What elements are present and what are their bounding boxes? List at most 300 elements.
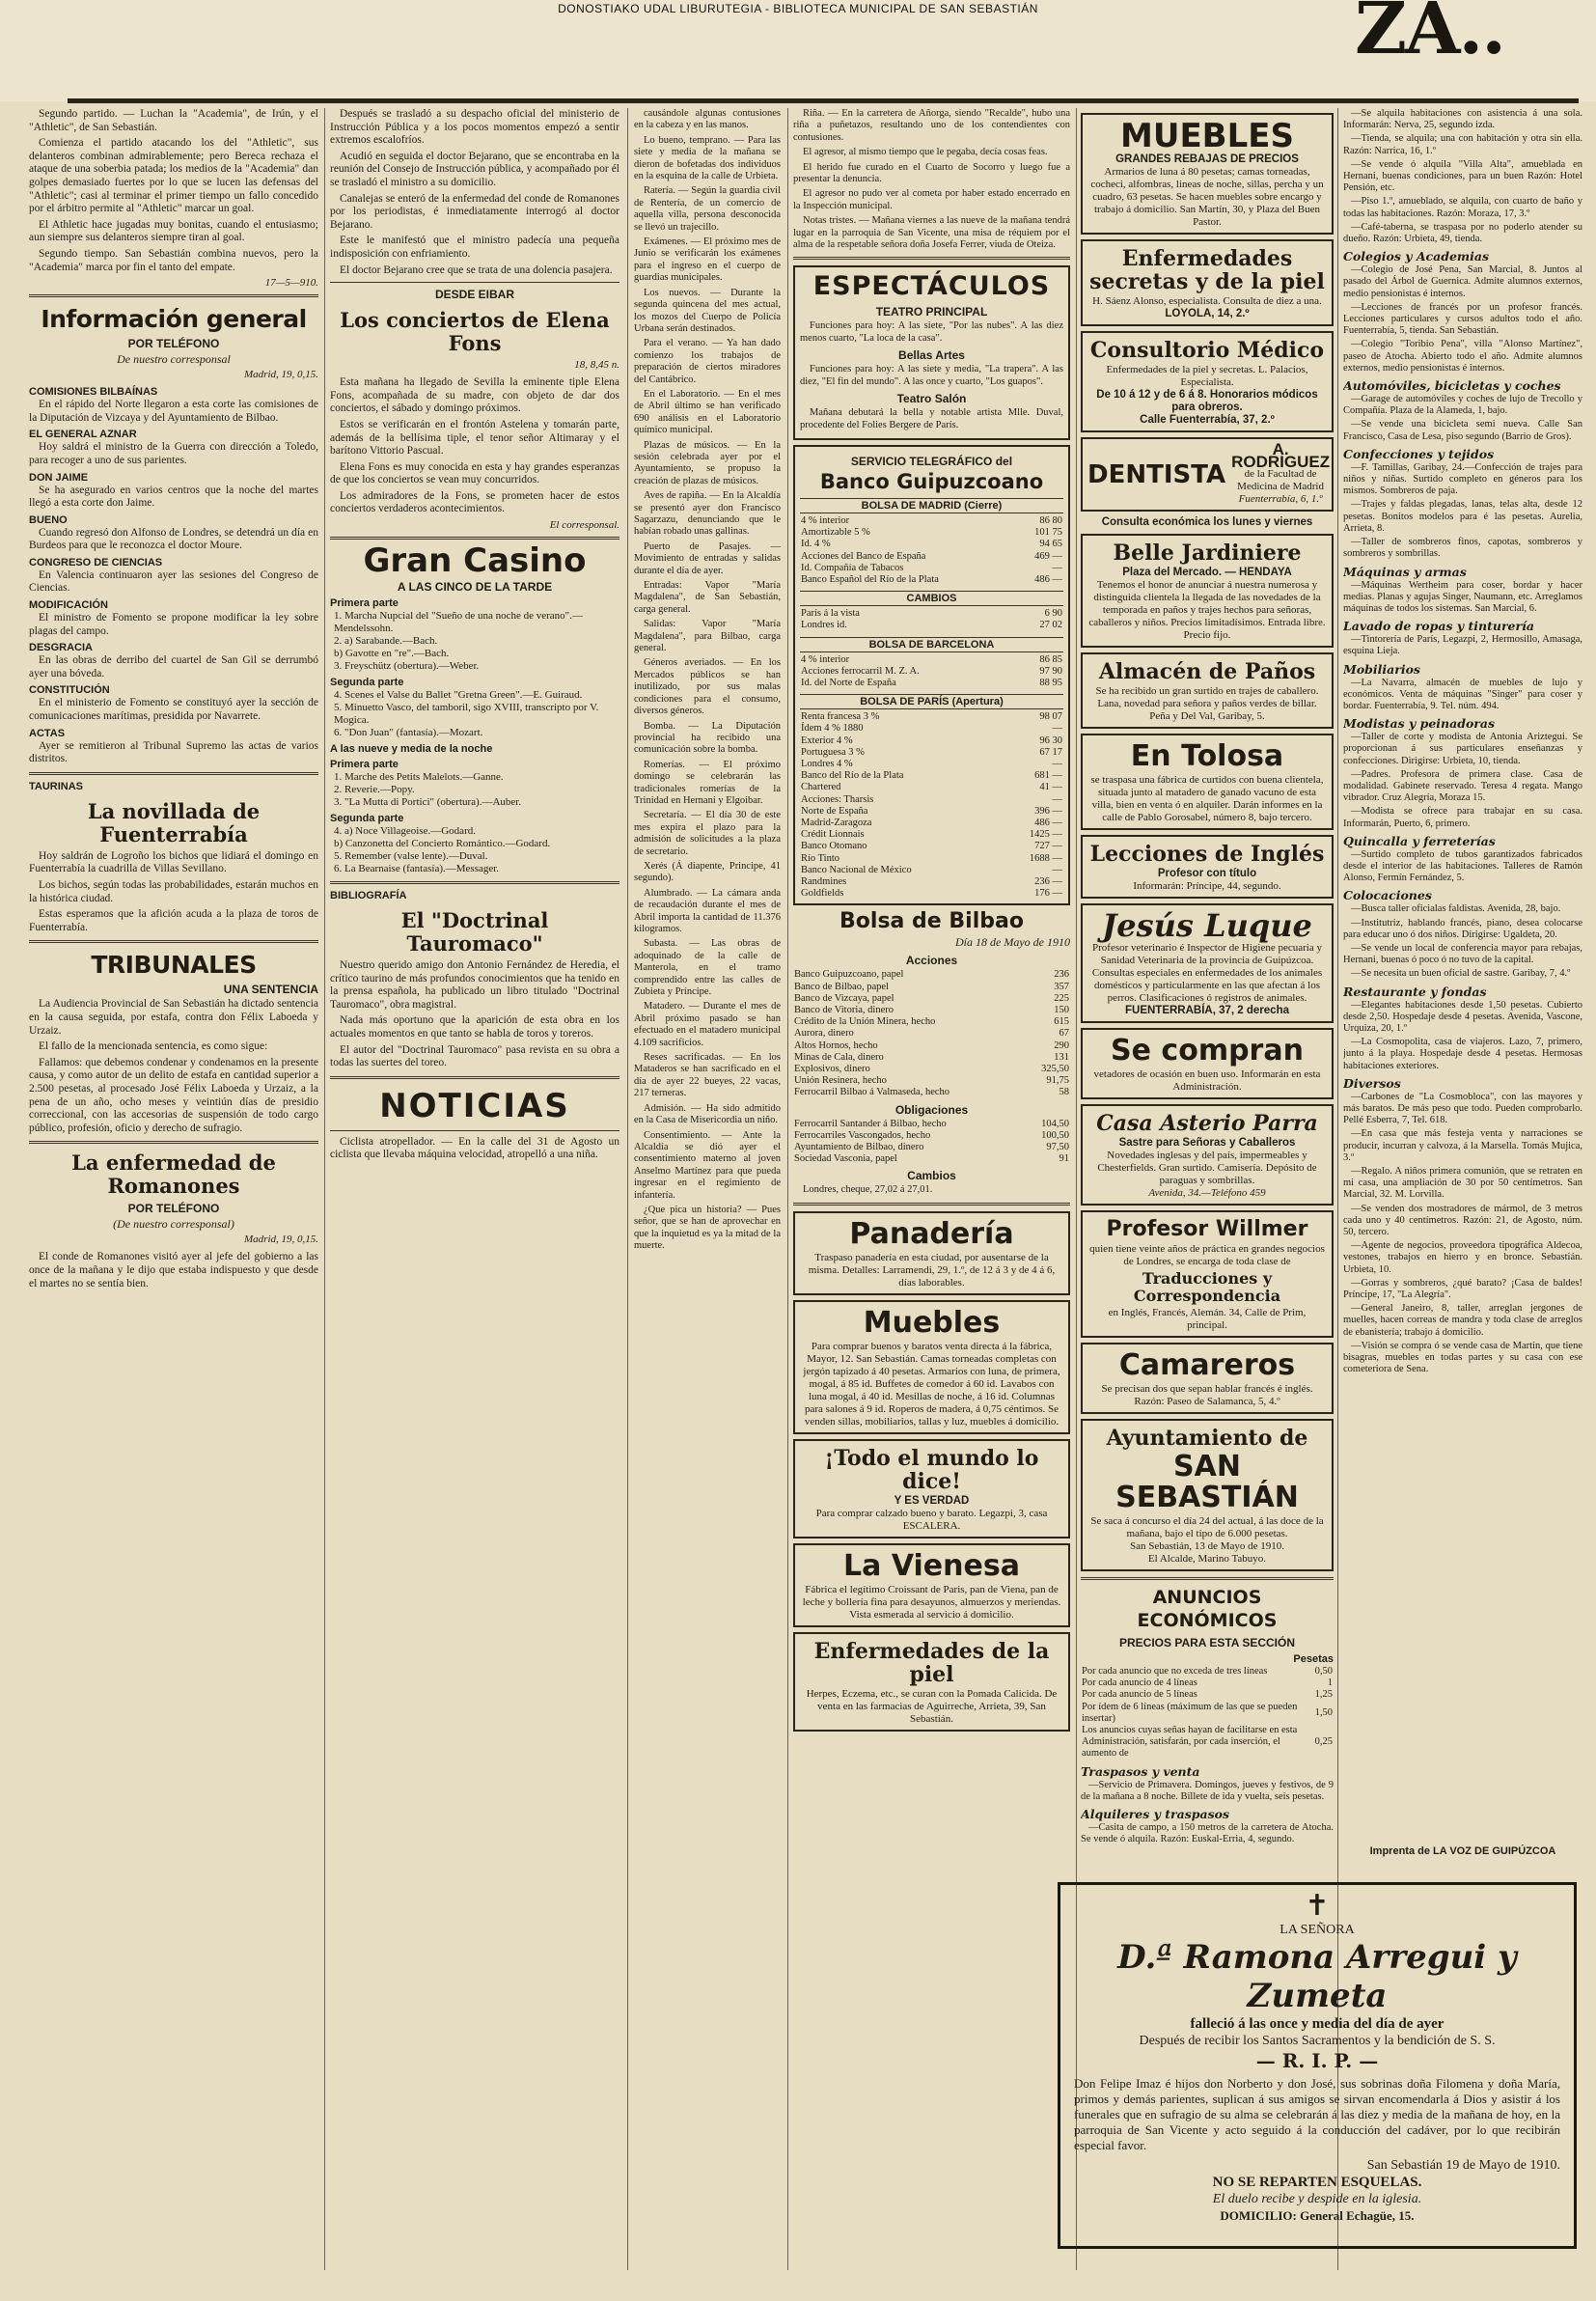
cross-icon: ✝: [1305, 1890, 1330, 1922]
eibar-paragraph: Los admiradores de la Fons, se prometen hacer de estos conciertos verdaderos acontecimientos.: [330, 489, 619, 515]
luque-title: Jesús Luque: [1102, 907, 1312, 944]
local-news-paragraph: Consentimiento. — Ante la Alcaldía se dió ayer el consentimiento materno al joven Anselmo Martínez para que pueda ingresar en el regimiento de infantería.: [634, 1129, 781, 1201]
quote-row: [793, 1087, 1070, 1098]
romanones-heading: La enfermedad de Romanones: [71, 1150, 276, 1199]
quote-row: [800, 574, 1063, 586]
taurinas-heading: La novillada de Fuenterrabía: [87, 798, 261, 846]
telegraph-label: SERVICIO TELEGRÁFICO del: [850, 454, 1013, 468]
asterio-text: Novedades inglesas y del país, impermeables y Chesterfields. Gran surtido. Camisería. Depósito de paraguas y sombrillas.: [1097, 1150, 1317, 1186]
quote-row: [793, 1075, 1070, 1087]
quote-label: Renta francesa 3 %: [801, 711, 880, 723]
mundo-ad: [793, 1439, 1070, 1539]
quote-value: —: [1052, 793, 1062, 805]
classified-item: —Elegantes habitaciones desde 1,50 pesetas. Cubierto desde 2,50. Hospedaje desde 4 pesetas. Avenida, Vascone, Urquiza, 20, 1.º: [1343, 999, 1582, 1034]
tribunales-paragraph: La Audiencia Provincial de San Sebastián ha dictado sentencia en la causa seguida, por estafa, contra don Félix Laboeda y Urzaiz.: [29, 998, 318, 1037]
column-divider: [324, 108, 325, 2270]
quote-value: 6 90: [1044, 608, 1062, 620]
news-item-text: En Valencia continuaron ayer las sesiones del Congreso de Ciencias.: [29, 568, 318, 595]
quote-value: 681 —: [1034, 770, 1062, 782]
muebles-title: MUEBLES: [1120, 117, 1294, 155]
piel2-title: Enfermedades de la piel: [813, 1638, 1050, 1687]
quote-value: 104,50: [1041, 1118, 1069, 1129]
asterio-subtitle: Sastre para Señoras y Caballeros: [1118, 1137, 1296, 1149]
program-item: 1. Marcha Nupcial del "Sueño de una noche de verano".—Mendelssohn.: [334, 610, 583, 635]
classified-item: —Gorras y sombreros, ¿qué barato? ¡Casa de baldes! Príncipe, 17, "La Alegría".: [1343, 1277, 1582, 1301]
quote-label: Exterior 4 %: [801, 735, 853, 746]
muebles2-title: Muebles: [863, 1305, 1001, 1340]
quote-row: [1081, 1725, 1334, 1760]
teatro-principal-label: TEATRO PRINCIPAL: [875, 305, 988, 319]
quote-row: [800, 806, 1063, 818]
noticias-body: [330, 1136, 619, 1162]
quote-value: 131: [1054, 1051, 1069, 1063]
willmer-ad: [1081, 1210, 1334, 1338]
quote-row: [793, 982, 1070, 993]
quote-label: Londres id.: [801, 620, 847, 631]
dentista-consult: Consulta económica los lunes y viernes: [1101, 516, 1313, 528]
divider: [29, 940, 318, 943]
program-item: 3. "La Mutta di Portici" (obertura).—Auber.: [334, 796, 522, 809]
quote-value: 1425 —: [1029, 829, 1062, 841]
taurinas-paragraph: Hoy saldrán de Logroño los bichos que lidiará el domingo en Fuenterrabía la cuadrilla de Villas Sevillano.: [29, 849, 318, 875]
local-news-paragraph: El agresor, al mismo tiempo que le pegaba, decía cosas feas.: [803, 147, 1048, 158]
program-item: 1. Marche des Petits Malelots.—Ganne.: [334, 771, 504, 784]
quote-value: 290: [1054, 1040, 1069, 1051]
quote-value: 88 95: [1039, 677, 1062, 688]
divider: [793, 1203, 1070, 1206]
quote-value: 150: [1054, 1005, 1069, 1015]
compran-text: vetadores de ocasión en buen uso. Informarán en esta Administración.: [1093, 1068, 1321, 1093]
local-news-paragraph: Admisión. — Ha sido admitido en la Casa de Misericordia un niño.: [634, 1102, 781, 1126]
quote-value: 176 —: [1034, 888, 1062, 900]
piel-ad: [793, 1632, 1070, 1732]
classified-item: —La Cosmopolita, casa de viajeros. Lazo, 7, primero, junto á la playa. Hospedaje desde 4 pesetas. Hermosas habitaciones exteriores.: [1343, 1037, 1582, 1071]
column-4: [793, 108, 1070, 2270]
obituary-no-esquelas: NO SE REPARTEN ESQUELAS.: [1212, 2175, 1422, 2190]
quote-value: 1,25: [1314, 1689, 1333, 1701]
column-1: [29, 108, 318, 2270]
news-item-text: Cuando regresó don Alfonso de Londres, se detendrá un día en Burdeos para que le reconozca el doctor Moure.: [29, 526, 318, 552]
quote-label: Madrid-Zaragoza: [801, 817, 872, 828]
traspasos-text: —Servicio de Primavera. Domingos, jueves y festivos, de 9 de la mañana a 8 noche. Billete de ida y vuelta, seis pesetas.: [1081, 1779, 1334, 1802]
paris-heading: BOLSA DE PARÍS (Apertura): [800, 694, 1063, 709]
quote-row: [793, 1153, 1070, 1165]
classified-category: Lavado de ropas y tinturería: [1343, 619, 1534, 634]
quote-label: Randmines: [801, 875, 847, 887]
program-item: 4. Scenes el Valse du Ballet "Gretna Green".—E. Guiraud.: [334, 689, 583, 702]
quote-row: [800, 551, 1063, 563]
classified-item: —Piso 1.º, amueblado, se alquila, con cuarto de baño y todas las habitaciones. Razón: Moraza, 17, 3.º: [1343, 196, 1582, 219]
news-item-text: En las obras de derribo del cuartel de San Gil se derrumbó ayer una bóveda.: [29, 654, 318, 679]
classified-category: Colocaciones: [1343, 888, 1432, 903]
divider: [330, 881, 619, 884]
local-news-paragraph: Puerto de Pasajes. — Movimiento de entradas y salidas durante el día de ayer.: [634, 541, 781, 576]
jardiniere-text: Tenemos el honor de anunciar á nuestra numerosa y distinguida clientela la llegada de las novedades de la temporada en paños y trajes hechos para señoras, caballeros y niños. Precios limitadísimos. Entrada libre. Precio fijo.: [1088, 579, 1326, 641]
program-item: 2. Reverie.—Popy.: [334, 784, 415, 796]
local-news-paragraph: Aves de rapiña. — En la Alcaldía se presentó ayer don Francisco Sagarzazu, denunciando que le habían robado unas gallinas.: [634, 490, 781, 538]
madrid-heading: BOLSA DE MADRID (Cierre): [800, 498, 1063, 513]
quote-row: [800, 666, 1063, 678]
quote-label: Ferrocarril Bilbao á Valmaseda, hecho: [794, 1087, 950, 1098]
classified-category: Mobiliarios: [1343, 661, 1420, 677]
bilbao-title: Bolsa de Bilbao: [839, 909, 1024, 934]
quote-row: [800, 711, 1063, 723]
local-news-paragraph: Lo bueno, temprano. — Para las siete y media de la mañana se dieron de bofetadas dos individuos en la esquina de la calle de Urbieta.: [634, 134, 781, 182]
local-news-paragraph: Riña. — En la carretera de Añorga, siendo "Recalde", hubo una riña a puñetazos, resultando uno de los contendientes con contusiones.: [793, 108, 1070, 143]
quote-row: [1081, 1689, 1334, 1701]
local-news-paragraph: Subasta. — Las obras de adoquinado de la calle de Manterola, en el tramo comprendido entre las calles de Zubieta y Príncipe.: [634, 938, 781, 998]
classified-item: —Café-taberna, se traspasa por no poderlo atender su dueño. Razón: Urbieta, 49, tienda.: [1343, 221, 1582, 245]
news-item-text: Hoy saldrá el ministro de la Guerra con dirección a Toledo, para recoger a uno de sus parientes.: [29, 441, 318, 466]
program-item: 2. a) Sarabande.—Bach.: [334, 635, 438, 648]
classified-category: Quincalla y ferreterías: [1343, 833, 1496, 848]
classified-item: —Se vende una bicicleta semi nueva. Calle San Francisco, Casa de Lesa, piso segundo (Barrio de Gros).: [1343, 419, 1582, 442]
quote-value: 486 —: [1034, 573, 1062, 585]
quote-value: 236 —: [1034, 875, 1062, 887]
taurinas-body: [29, 850, 318, 935]
program-section-heading: Primera parte: [330, 759, 399, 771]
jardiniere-ad: [1081, 534, 1334, 648]
quote-label: Portuguesa 3 %: [801, 746, 865, 758]
local-news-paragraph: Para el verano. — Ya han dado comienzo los trabajos de preparación de ciertos miradores del Cantábrico.: [634, 338, 781, 385]
quote-row: [793, 1119, 1070, 1130]
muebles-text: Armarios de luna á 80 pesetas; camas torneadas, cocheci, alfombras, lineas de noche, sillas, percha y un cuadro, 63 pesetas. Se hacen muebles sobre encargo y trabajo á domicilio. San Martín, 30, y Plaza del Buen Pastor.: [1090, 166, 1324, 228]
romanones-phone: POR TELÉFONO: [127, 1202, 220, 1216]
quote-label: Banco Español del Río de la Plata: [801, 573, 939, 585]
classified-category: Diversos: [1343, 1075, 1401, 1091]
local-news-paragraph: Entradas: Vapor "María Magdalena", de San Sebastián, carga general.: [634, 580, 781, 615]
ayuntamiento-text: Se saca á concurso el día 24 del actual, á las doce de la mañana, bajo el tipo de 6.000 pesetas.: [1090, 1515, 1324, 1539]
quote-value: 1: [1327, 1677, 1333, 1689]
obituary-date: San Sebastián 19 de Mayo de 1910.: [1366, 2158, 1560, 2173]
barcelona-heading: BOLSA DE BARCELONA: [800, 637, 1063, 652]
classified-item: —Se venden dos mostradores de mármol, de 3 metros cada uno y 40 centímetros. Razón: 21, de Agosto, núm. 50, tercero.: [1343, 1203, 1582, 1238]
quote-value: 396 —: [1034, 805, 1062, 817]
obituary-rip: — R. I. P. —: [1255, 2049, 1379, 2072]
quote-value: 86 85: [1039, 653, 1062, 665]
obituary-la-senora: LA SEÑORA: [1280, 1923, 1355, 1937]
classified-item: —General Janeiro, 8, taller, arreglan jergones de muelles, hacen correas de mandra y toda clase de arreglos de ebanistería; trabajo á domicilio.: [1343, 1303, 1582, 1338]
top-rule: [68, 98, 1579, 103]
quote-row: [793, 1005, 1070, 1016]
tolosa-title: En Tolosa: [1130, 739, 1284, 773]
obituary-notice: [1058, 1882, 1577, 2249]
traducciones-title: Traducciones y Correspondencia: [1133, 1269, 1281, 1305]
local-news-paragraph: Exámenes. — El próximo mes de Junio se verificarán los exámenes para el ingreso en el cuerpo de guardias municipales.: [634, 236, 781, 284]
quote-row: [800, 539, 1063, 550]
quote-label: Ídem 4 % 1880: [801, 723, 864, 735]
panaderia-title: Panadería: [849, 1216, 1014, 1251]
noticias-paragraph: Ciclista atropellador. — En la calle del 31 de Agosto un ciclista que llevaba máquina velocidad, atropelló a una niña.: [330, 1135, 619, 1161]
quote-row: [793, 1016, 1070, 1028]
quote-label: París á la vista: [801, 608, 860, 620]
local-news-paragraph: Xerés (Á diapente, Principe, 41 segundo).: [634, 860, 781, 884]
teatro-principal-text: Funciones para hoy: A las siete, "Por las nubes". A las diez menos cuarto, "La loca de la casa".: [800, 320, 1063, 344]
biblio-paragraph: Nada más oportuno que la aparición de esta obra en los actuales momentos en que tanto se habla de toros y toreros.: [330, 1014, 619, 1040]
local-news-paragraph: Reses sacrificadas. — En los Mataderos se han sacrificado en el día de ayer 22 bueyes, 22 vacas, 217 terneras.: [634, 1052, 781, 1099]
sports-date: 17—5—910.: [264, 277, 318, 290]
secretas-ad: [1081, 239, 1334, 326]
quote-row: [800, 782, 1063, 793]
quote-row: [793, 1130, 1070, 1142]
tribunales-body: [29, 998, 318, 1135]
quote-value: 1688 —: [1029, 852, 1062, 864]
mundo-sub: Y ES VERDAD: [894, 1494, 970, 1507]
news-item-heading: DESGRACIA: [29, 642, 94, 654]
quote-row: [1081, 1677, 1334, 1689]
local-news-paragraph: El herido fue curado en el Cuarto de Socorro y luego fue a presentar la denuncia.: [793, 161, 1070, 185]
quote-value: 0,25: [1314, 1736, 1333, 1748]
quote-label: Ferrocarriles Vascongados, hecho: [794, 1129, 931, 1141]
program-item: 6. "Don Juan" (fantasía).—Mozart.: [334, 727, 483, 739]
biblio-label: BIBLIOGRAFÍA: [330, 890, 407, 902]
quote-value: 91: [1059, 1153, 1069, 1165]
classified-item: —Tintorería de París, Legazpi, 2, Hermosillo, Amasaga, esquina Lieja.: [1343, 634, 1582, 657]
camareros-ad: [1081, 1343, 1334, 1414]
secretas-title: Enfermedades secretas y de la piel: [1089, 246, 1325, 294]
consultorio-ad: [1081, 331, 1334, 432]
quote-row: [800, 876, 1063, 888]
quote-label: Londres 4 %: [801, 758, 853, 769]
divider: [29, 1141, 318, 1144]
quote-value: 615: [1054, 1016, 1069, 1028]
quote-label: Norte de España: [801, 805, 868, 817]
quote-row: [800, 678, 1063, 689]
quote-row: [793, 1142, 1070, 1153]
quote-value: 96 30: [1039, 735, 1062, 746]
eibar-sign: El corresponsal.: [549, 519, 619, 532]
classified-item: —Surtido completo de tubos garantizados fabricados desde el interior de las habitaciones. Talleres de Ramón Alonso, Fermín Fernández, 5.: [1343, 848, 1582, 884]
quote-label: Ayuntamiento de Bilbao, dinero: [794, 1142, 924, 1153]
piel2-text: Herpes, Eczema, etc., se curan con la Pomada Calicida. De venta en las farmacias de Aguirreche, Arrieta, 39, San Sebastián.: [806, 1687, 1058, 1725]
column-divider: [787, 108, 788, 2270]
vienesa-title: La Vienesa: [843, 1548, 1020, 1583]
classified-item: —Taller de sombreros finos, capotas, sombreros y sombreros y sombrillas.: [1343, 537, 1582, 560]
muebles-subtitle: GRANDES REBAJAS DE PRECIOS: [1115, 153, 1299, 165]
classified-item: —Taller de corte y modista de Antonia Ariztegui. Se proporcionan á sus particulares enseñanzas y confecciones. Dirigirse: Urbieta, 10, tienda.: [1343, 732, 1582, 766]
willmer-title: Profesor Willmer: [1106, 1217, 1308, 1241]
obligaciones-label: Obligaciones: [894, 1102, 969, 1117]
obituary-sacraments: Después de recibir los Santos Sacramentos y la bendición de S. S.: [1139, 2034, 1496, 2048]
report-paragraph: Segundo partido. — Luchan la "Academia", de Irún, y el "Athletic", de San Sebastián.: [29, 108, 318, 133]
quote-row: [793, 1064, 1070, 1075]
romanones-paragraph: Este le manifestó que el ministro padecía una pequeña indisposición con enfriamiento.: [330, 235, 619, 260]
correspondent-line: De nuestro corresponsal: [117, 352, 231, 367]
secretas-address: LOYOLA, 14, 2.º: [1165, 308, 1250, 319]
almacen-ad: [1081, 652, 1334, 729]
classified-item: —Máquinas Wertheim para coser, bordar y hacer medias. Planas y agujas Singer, Naumann, etc. Arreglamos máquinas de todos los sistemas. San Marcial, 6.: [1343, 579, 1582, 614]
classified-item: —Carbones de "La Cosmobloca", con las mayores y más baratos. De más peso que todo. Pueden comprobarlo. Pellé Esberra, 7, Tel. 618.: [1343, 1091, 1582, 1126]
traducciones-text: en Inglés, Francés, Alemán. 34, Calle de Prim, principal.: [1108, 1307, 1307, 1331]
quote-label: Minas de Cala, dinero: [794, 1051, 884, 1063]
divider: [330, 282, 619, 283]
news-item-text: Ayer se remitieron al Tribunal Supremo las actas de varios distritos.: [29, 739, 318, 765]
quote-label: Por cada anuncio de 4 líneas: [1082, 1677, 1197, 1689]
local-news-paragraph: Los nuevos. — Durante la segunda quincena del mes actual, los mozos del Cuerpo de Policía Urbana serán destinados.: [634, 287, 781, 334]
quote-value: 1,50: [1314, 1706, 1333, 1718]
local-news-paragraph: Notas tristes. — Mañana viernes a las nueve de la mañana tendrá lugar en la parroquia de San Vicente, una misa de réquiem por el alma de la respetable señora doña Josefa Ferrer, viuda de Oteiza.: [793, 215, 1070, 251]
anuncios-economicos-heading: ANUNCIOS ECONÓMICOS: [1137, 1587, 1278, 1631]
program-item: b) Canzonetta del Concierto Romántico.—Godard.: [334, 838, 551, 850]
divider: [330, 1076, 619, 1079]
classified-item: —Garage de automóviles y coches de lujo de Trecollo y Compañía. Plaza de la Alameda, 1, bajo.: [1343, 394, 1582, 417]
alquileres-text: —Casita de campo, a 150 metros de la carretera de Atocha. Se vende ó alquila. Razón: Euskal-Erria, 4, segundo.: [1081, 1822, 1334, 1845]
classified-item: —Regalo. A niños primera comunión, que se retraten en mi casa, una ampliación de 30 por 50 centímetros. San Marcial, 32. M. Lorvilla.: [1343, 1166, 1582, 1201]
camareros-title: Camareros: [1118, 1348, 1296, 1382]
classified-item: —Busca taller oficialas faldistas. Avenida, 28, bajo.: [1351, 903, 1561, 915]
dentista-address: Fuenterrabía, 6, 1.º: [1238, 493, 1323, 505]
dentista-faculty: de la Facultad de Medicina de Madrid: [1237, 468, 1324, 492]
quote-row: [800, 723, 1063, 735]
mundo-title: ¡Todo el mundo lo dice!: [824, 1445, 1039, 1494]
teatro-salon-text: Mañana debutará la bella y notable artista Mlle. Duval, procedente del Folies Bergere de París.: [800, 407, 1063, 430]
quote-value: —: [1052, 723, 1062, 735]
quote-label: Amortizable 5 %: [801, 527, 870, 539]
obituary-body: Don Felipe Imaz é hijos don Norberto y don José, sus sobrinas doña Filomena y doña María, primos y demás parientes, suplican á sus amigos se sirvan encomendarla á Dios y asistir á los funerales que en sufragio de su alma se celebrarán á las diez y media de la mañana de hoy, en la parroquia de San Vicente y acto seguido á la conducción del cadáver, por lo que recibirán especial favor.: [1074, 2076, 1560, 2152]
tribunales-heading: TRIBUNALES: [91, 951, 257, 980]
classified-item: —Agente de negocios, proveedora tipográfica Aldecoa, vestones, trabajos en hierro y en bronce. Sebastián. Urbieta, 10.: [1343, 1240, 1582, 1275]
casino-title: Gran Casino: [363, 541, 587, 581]
report-paragraph: Segundo tiempo. San Sebastián combina nuevos, pero la "Academia" marca por fin el tanto del empate.: [29, 247, 318, 273]
quote-row: [800, 735, 1063, 747]
news-item-heading: CONSTITUCIÓN: [29, 684, 110, 697]
precios-table: [1081, 1666, 1334, 1760]
tolosa-ad: [1081, 734, 1334, 830]
quote-label: Por cada anuncio que no exceda de tres líneas: [1082, 1666, 1268, 1677]
alquileres-heading: Alquileres y traspasos: [1081, 1807, 1230, 1822]
biblio-heading: El "Doctrinal Tauromaco": [400, 908, 549, 956]
romanones-paragraph: Acudió en seguida el doctor Bejarano, que se encontraba en la reunión del Consejo de Instrucción pública, y acompañado por él se trasladó el ministro a su domicilio.: [330, 150, 619, 188]
quote-value: 67 17: [1039, 746, 1062, 758]
bellas-artes-text: Funciones para hoy: A las siete y media, "La trapera". A las diez, "El fin del mundo". A las once y cuarto, "Los guapos".: [800, 364, 1063, 387]
quote-label: Banco de Vitoria, dinero: [794, 1005, 894, 1015]
quote-label: Ferrocarril Santander á Bilbao, hecho: [794, 1118, 947, 1129]
quote-row: [800, 620, 1063, 631]
luque-ad: [1081, 903, 1334, 1023]
quote-label: Aurora, dinero: [794, 1028, 854, 1040]
consultorio-text: Enfermedades de la piel y secretas. L. Palacios, Especialista.: [1106, 364, 1308, 388]
teatro-salon-label: Teatro Salón: [896, 392, 967, 406]
quote-value: 486 —: [1034, 817, 1062, 828]
almacen-title: Almacén de Paños: [1098, 659, 1316, 684]
quote-label: Goldfields: [801, 888, 844, 900]
quote-row: [800, 853, 1063, 865]
quote-value: 58: [1059, 1087, 1069, 1098]
local-news-paragraph: Géneros averiados. — En los Mercados públicos se han inutilizado, por sus malas condiciones para el consumo, diversos géneros.: [634, 657, 781, 717]
cambios2-label: Cambios: [907, 1169, 956, 1183]
asterio-address: Avenida, 34.—Teléfono 459: [1148, 1187, 1266, 1199]
traspasos-heading: Traspasos y venta: [1081, 1763, 1200, 1779]
news-item-heading: ACTAS: [29, 727, 66, 739]
quote-value: 41 —: [1039, 782, 1062, 793]
panaderia-text: Traspaso panadería en esta ciudad, por ausentarse de la misma. Detalles: Larramendi, 29, 1.º, de 12 á 3 y de 4 á 6, días laborables.: [808, 1251, 1056, 1289]
classified-item: —Lecciones de francés por un profesor francés. Lecciones particulares y cursos adultos todo el año. Fuenterrabía, 5, tienda. San Sebastián.: [1343, 301, 1582, 337]
classified-item: —Colegio "Toribio Pena", villa "Alonso Martínez", paseo de Atocha. Abierto todo el año. Admite alumnos externos, medio pensionistas é internos.: [1343, 339, 1582, 374]
local-news-paragraph: Plazas de músicos. — En la sesión celebrada ayer por el Ayuntamiento, se propuso la creación de plazas de músicos.: [634, 439, 781, 486]
quote-row: [793, 1052, 1070, 1064]
quote-value: 86 80: [1039, 514, 1062, 526]
program-item: 5. Remember (valse lente).—Duval.: [334, 850, 488, 863]
local-news-paragraph: En el Laboratorio. — En el mes de Abril último se han verificado 690 análisis en el Laboratorio químico municipal.: [634, 388, 781, 436]
quote-label: Crédit Lionnais: [801, 829, 865, 841]
consultorio-title: Consultorio Médico: [1089, 338, 1325, 363]
eibar-paragraph: Esta mañana ha llegado de Sevilla la eminente tiple Elena Fons, acompañada de su madre, con objeto de dar dos conciertos, el sábado y domingo próximos.: [330, 376, 619, 415]
tribunales-paragraph: El fallo de la mencionada sentencia, es como sigue:: [39, 1040, 268, 1053]
quote-value: 98 07: [1039, 711, 1062, 723]
muebles-ad: [1081, 113, 1334, 235]
local-news-paragraph: Bomba. — La Diputación provincial ha recibido una comunicación sobre la bomba.: [634, 720, 781, 756]
sports-report: [29, 108, 318, 274]
paris-quotes-table: [800, 711, 1063, 900]
quote-row: [800, 770, 1063, 782]
classified-item: —La Navarra, almacén de muebles de lujo y económicos. Venta de máquinas "Singer" para coser y bordar. Fuenterrabía, 9. Tel. núm. 494.: [1343, 677, 1582, 711]
program-section-heading: Segunda parte: [330, 813, 404, 825]
quote-value: 357: [1054, 981, 1069, 992]
quote-value: 97 90: [1039, 665, 1062, 677]
luque-text: Profesor veterinario é Inspector de Higiene pecuaria y Sanidad Veterinaria de la provincia de Guipúzcoa. Consultas especiales en enfermedades de los animales domésticos y particularmente en las que afectan á los perros. Clasificaciones ó registros de animales.: [1091, 942, 1323, 1004]
romanones-continuation: [330, 108, 619, 277]
classified-item: —Institutriz, hablando francés, piano, desea colocarse para educar uno ó dos niños. Dirigirse: Ugaldeta, 20.: [1343, 917, 1582, 940]
news-item-text: Se ha asegurado en varios centros que la noche del martes llegó a esta corte don Jaime.: [29, 484, 318, 510]
precios-label: PRECIOS PARA ESTA SECCIÓN: [1118, 1636, 1296, 1650]
quote-label: Id. 4 %: [801, 539, 831, 550]
tolosa-text: se traspasa una fábrica de curtidos con buena clientela, situada junto al matadero de ganado vacuno de esta villa, bien en venta ó en alquiler. Darán informes en la calle de Pablo Gorosabel, número 8, bajo tercero.: [1090, 774, 1324, 823]
classified-item: —F. Tamillas, Garibay, 24.—Confección de trajes para niños y niñas. Surtido completo en géneros para los mismos. Sombreros de paja.: [1343, 461, 1582, 497]
news-item-text: En el rápido del Norte llegaron a esta corte las comisiones de la Diputación de Vizcaya y del Ayuntamiento de Bilbao.: [29, 399, 318, 424]
news-item-heading: EL GENERAL AZNAR: [29, 429, 137, 441]
romanones-correspondent: (De nuestro corresponsal): [113, 1217, 234, 1232]
acciones-label: Acciones: [905, 954, 958, 968]
asterio-title: Casa Asterio Parra: [1096, 1111, 1318, 1136]
espectaculos-section: [793, 265, 1070, 439]
news-item-heading: CONGRESO DE CIENCIAS: [29, 556, 163, 568]
classified-category: Restaurante y fondas: [1343, 984, 1487, 999]
masthead-fragment: ZA..: [1355, 0, 1504, 70]
quote-value: 67: [1059, 1028, 1069, 1040]
dateline: Madrid, 19, 0,15.: [244, 369, 318, 381]
classified-item: —Se vende ó alquila "Villa Alta", amueblada en Hernani, buenas condiciones, para un buen Razón: Hotel Pensión, etc.: [1343, 158, 1582, 194]
quote-value: —: [1052, 864, 1062, 875]
quote-row: [800, 515, 1063, 527]
obituary-duelo: El duelo recibe y despide en la iglesia.: [1212, 2192, 1422, 2206]
compran-title: Se compran: [1111, 1034, 1304, 1067]
library-source-line: DONOSTIAKO UDAL LIBURUTEGIA - BIBLIOTECA MUNICIPAL DE SAN SEBASTIÁN: [558, 2, 1038, 15]
ingles-title: Lecciones de Inglés: [1089, 842, 1325, 867]
quote-value: 91,75: [1046, 1075, 1069, 1087]
ingles-text: Informarán: Príncipe, 44, segundo.: [1133, 880, 1281, 892]
biblio-body: [330, 959, 619, 1070]
classified-item: —Tienda, se alquila; una con habitación y otra sin ella. Razón: Narrica, 16, 1.º: [1343, 133, 1582, 156]
bilbao-date: Día 18 de Mayo de 1910: [955, 935, 1070, 950]
local-news-continued: [793, 108, 1070, 251]
quote-row: [800, 747, 1063, 759]
program-item: 4. a) Noce Villageoise.—Godard.: [334, 825, 476, 838]
quote-label: Chartered: [801, 782, 841, 793]
quote-row: [800, 818, 1063, 829]
quote-label: Explosivos, dinero: [794, 1064, 870, 1075]
imprenta-line: Imprenta de LA VOZ DE GUIPÚZCOA: [1369, 1845, 1556, 1857]
quote-value: —: [1052, 562, 1062, 573]
news-item-text: El ministro de Fomento se propone modificar la ley sobre plagas del campo.: [29, 612, 318, 637]
vienesa-text: Fábrica el legítimo Croissant de Paris, pan de Viena, pan de leche y bollería fina para desayunos, almuerzos y meriendas. Vista esmerada al servicio á domicilio.: [802, 1583, 1061, 1621]
classified-item: —Trajes y faldas plegadas, lanas, telas alta, desde 12 pesetas. Bonitos modelos para é las pesetas. Aurelia, Arrieta, 8.: [1343, 499, 1582, 534]
noticias-heading: NOTICIAS: [379, 1086, 570, 1125]
quote-label: Acciones del Banco de España: [801, 550, 926, 562]
local-news-paragraph: Salidas: Vapor "María Magdalena", para Bilbao, carga general.: [634, 619, 781, 654]
local-news-paragraph: Alumbrado. — La cámara anda de recaudación durante el mes de Abril importa la cantidad de 11.376 kilogramos.: [634, 887, 781, 934]
consultorio-address: Calle Fuenterrabía, 37, 2.º: [1140, 414, 1275, 426]
quote-label: Acciones ferrocarril M. Z. A.: [801, 665, 920, 677]
